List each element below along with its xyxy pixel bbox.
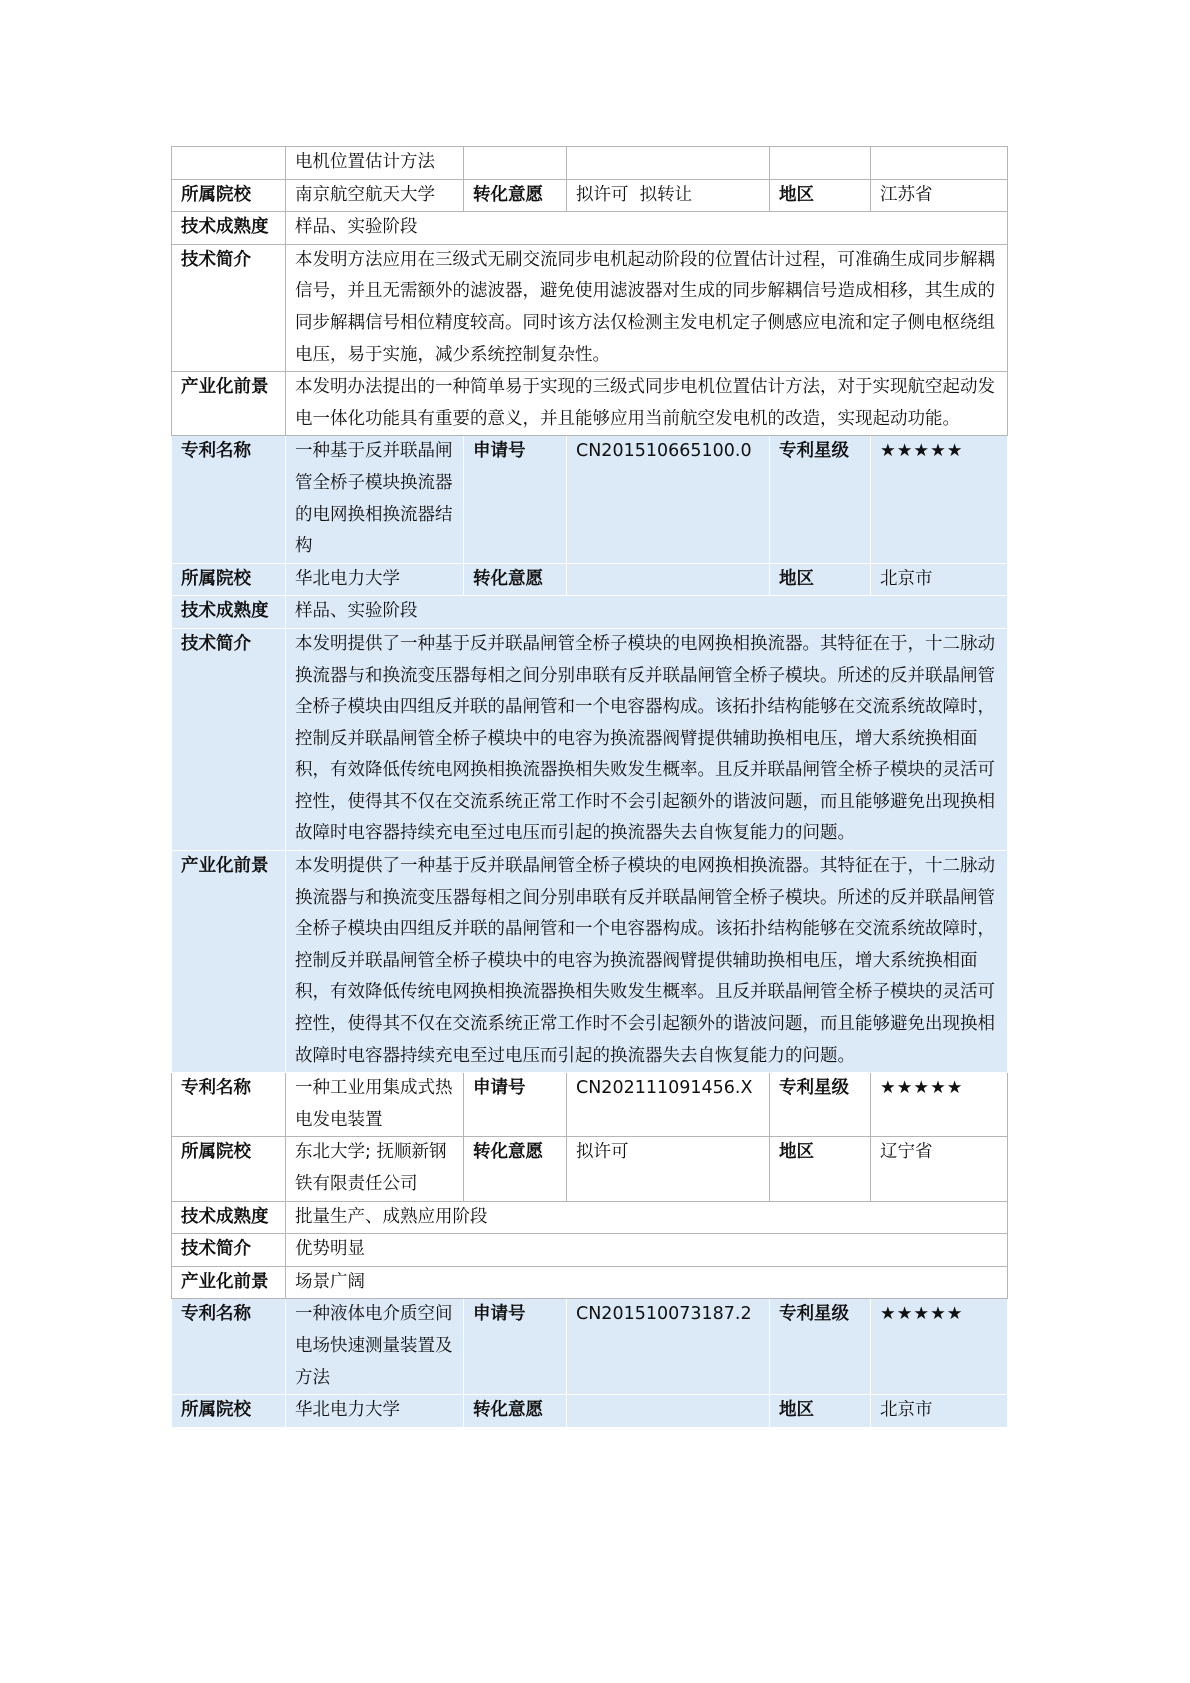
region-label: 地区: [770, 1137, 871, 1201]
record-0-prospect: 本发明办法提出的一种简单易于实现的三级式同步电机位置估计方法，对于实现航空起动发电一体化功能具有重要的意义，并且能够应用当前航空发电机的改造，实现起动功能。: [286, 372, 1008, 436]
patent-table: [171, 146, 1008, 1428]
record-1-school: 华北电力大学: [286, 563, 464, 596]
app-no-label: 申请号: [464, 1073, 567, 1137]
record-3-name-row: [172, 1299, 1008, 1395]
record-2-name-row: [172, 1073, 1008, 1137]
record-1-stars: ★★★★★: [871, 436, 1008, 563]
prospect-label: 产业化前景: [172, 372, 286, 436]
record-0-summary-row: [172, 244, 1008, 371]
record-2-maturity: 批量生产、成熟应用阶段: [286, 1201, 1008, 1234]
record-2-app-no: CN202111091456.X: [567, 1073, 770, 1137]
record-1-prospect-row: [172, 851, 1008, 1073]
record-0-region: 江苏省: [871, 179, 1008, 212]
maturity-label: 技术成熟度: [172, 1201, 286, 1234]
record-2-name: 一种工业用集成式热电发电装置: [286, 1073, 464, 1137]
record-0-intent: 拟许可 拟转让: [567, 179, 770, 212]
summary-label: 技术简介: [172, 628, 286, 850]
record-0-summary: 本发明方法应用在三级式无刷交流同步电机起动阶段的位置估计过程，可准确生成同步解耦信号，并且无需额外的滤波器，避免使用滤波器对生成的同步解耦信号造成相移，其生成的同步解耦信号相位精度较高。同时该方法仅检测主发电机定子侧感应电流和定子侧电枢绕组电压，易于实施，减少系统控制复杂性。: [286, 244, 1008, 371]
name-label: 专利名称: [172, 1073, 286, 1137]
record-2-stars: ★★★★★: [871, 1073, 1008, 1137]
name-label: 专利名称: [172, 1299, 286, 1395]
record-1-maturity-row: [172, 596, 1008, 629]
record-3-school: 华北电力大学: [286, 1395, 464, 1428]
region-label: 地区: [770, 1395, 871, 1428]
school-label: 所属院校: [172, 179, 286, 212]
record-2-region: 辽宁省: [871, 1137, 1008, 1201]
record-0-maturity: 样品、实验阶段: [286, 212, 1008, 245]
record-2-prospect-row: [172, 1266, 1008, 1299]
record-1-school-row: [172, 563, 1008, 596]
maturity-label: 技术成熟度: [172, 212, 286, 245]
record-3-name: 一种液体电介质空间电场快速测量装置及方法: [286, 1299, 464, 1395]
record-2-summary: 优势明显: [286, 1234, 1008, 1267]
prospect-label: 产业化前景: [172, 851, 286, 1073]
record-2-summary-row: [172, 1234, 1008, 1267]
record-0-school: 南京航空航天大学: [286, 179, 464, 212]
maturity-label: 技术成熟度: [172, 596, 286, 629]
record-0-name-tail: 电机位置估计方法: [286, 147, 464, 180]
record-3-stars: ★★★★★: [871, 1299, 1008, 1395]
record-0-name-label-empty: [172, 147, 286, 180]
record-3-app-no: CN201510073187.2: [567, 1299, 770, 1395]
record-3-school-row: [172, 1395, 1008, 1428]
name-label: 专利名称: [172, 436, 286, 563]
record-0-empty-cell: [871, 147, 1008, 180]
record-1-name-row: [172, 436, 1008, 563]
record-1-maturity: 样品、实验阶段: [286, 596, 1008, 629]
record-2-maturity-row: [172, 1201, 1008, 1234]
prospect-label: 产业化前景: [172, 1266, 286, 1299]
record-3-region: 北京市: [871, 1395, 1008, 1428]
summary-label: 技术简介: [172, 244, 286, 371]
stars-label: 专利星级: [770, 436, 871, 563]
record-1-summary: 本发明提供了一种基于反并联晶闸管全桥子模块的电网换相换流器。其特征在于，十二脉动换流器与和换流变压器每相之间分别串联有反并联晶闸管全桥子模块。所述的反并联晶闸管全桥子模块由四组反并联的晶闸管和一个电容器构成。该拓扑结构能够在交流系统故障时，控制反并联晶闸管全桥子模块中的电容为换流器阀臂提供辅助换相电压，增大系统换相面积，有效降低传统电网换相换流器换相失败发生概率。且反并联晶闸管全桥子模块的灵活可控性，使得其不仅在交流系统正常工作时不会引起额外的谐波问题，而且能够避免出现换相故障时电容器持续充电至过电压而引起的换流器失去自恢复能力的问题。: [286, 628, 1008, 850]
intent-label: 转化意愿: [464, 1395, 567, 1428]
summary-label: 技术简介: [172, 1234, 286, 1267]
record-2-school: 东北大学; 抚顺新钢铁有限责任公司: [286, 1137, 464, 1201]
record-0-empty-cell: [567, 147, 770, 180]
intent-label: 转化意愿: [464, 563, 567, 596]
region-label: 地区: [770, 563, 871, 596]
intent-label: 转化意愿: [464, 179, 567, 212]
school-label: 所属院校: [172, 1137, 286, 1201]
record-0-maturity-row: [172, 212, 1008, 245]
record-2-prospect: 场景广阔: [286, 1266, 1008, 1299]
app-no-label: 申请号: [464, 436, 567, 563]
region-label: 地区: [770, 179, 871, 212]
record-0-empty-cell: [770, 147, 871, 180]
school-label: 所属院校: [172, 563, 286, 596]
record-0-prospect-row: [172, 372, 1008, 436]
stars-label: 专利星级: [770, 1073, 871, 1137]
record-1-summary-row: [172, 628, 1008, 850]
record-0-school-row: [172, 179, 1008, 212]
app-no-label: 申请号: [464, 1299, 567, 1395]
record-1-intent: [567, 563, 770, 596]
record-1-name: 一种基于反并联晶闸管全桥子模块换流器的电网换相换流器结构: [286, 436, 464, 563]
school-label: 所属院校: [172, 1395, 286, 1428]
intent-label: 转化意愿: [464, 1137, 567, 1201]
record-2-school-row: [172, 1137, 1008, 1201]
record-1-region: 北京市: [871, 563, 1008, 596]
stars-label: 专利星级: [770, 1299, 871, 1395]
record-2-intent: 拟许可: [567, 1137, 770, 1201]
record-0-empty-cell: [464, 147, 567, 180]
record-3-intent: [567, 1395, 770, 1428]
record-1-prospect: 本发明提供了一种基于反并联晶闸管全桥子模块的电网换相换流器。其特征在于，十二脉动换流器与和换流变压器每相之间分别串联有反并联晶闸管全桥子模块。所述的反并联晶闸管全桥子模块由四组反并联的晶闸管和一个电容器构成。该拓扑结构能够在交流系统故障时，控制反并联晶闸管全桥子模块中的电容为换流器阀臂提供辅助换相电压，增大系统换相面积，有效降低传统电网换相换流器换相失败发生概率。且反并联晶闸管全桥子模块的灵活可控性，使得其不仅在交流系统正常工作时不会引起额外的谐波问题，而且能够避免出现换相故障时电容器持续充电至过电压而引起的换流器失去自恢复能力的问题。: [286, 851, 1008, 1073]
record-0-name-row: [172, 147, 1008, 180]
record-1-app-no: CN201510665100.0: [567, 436, 770, 563]
